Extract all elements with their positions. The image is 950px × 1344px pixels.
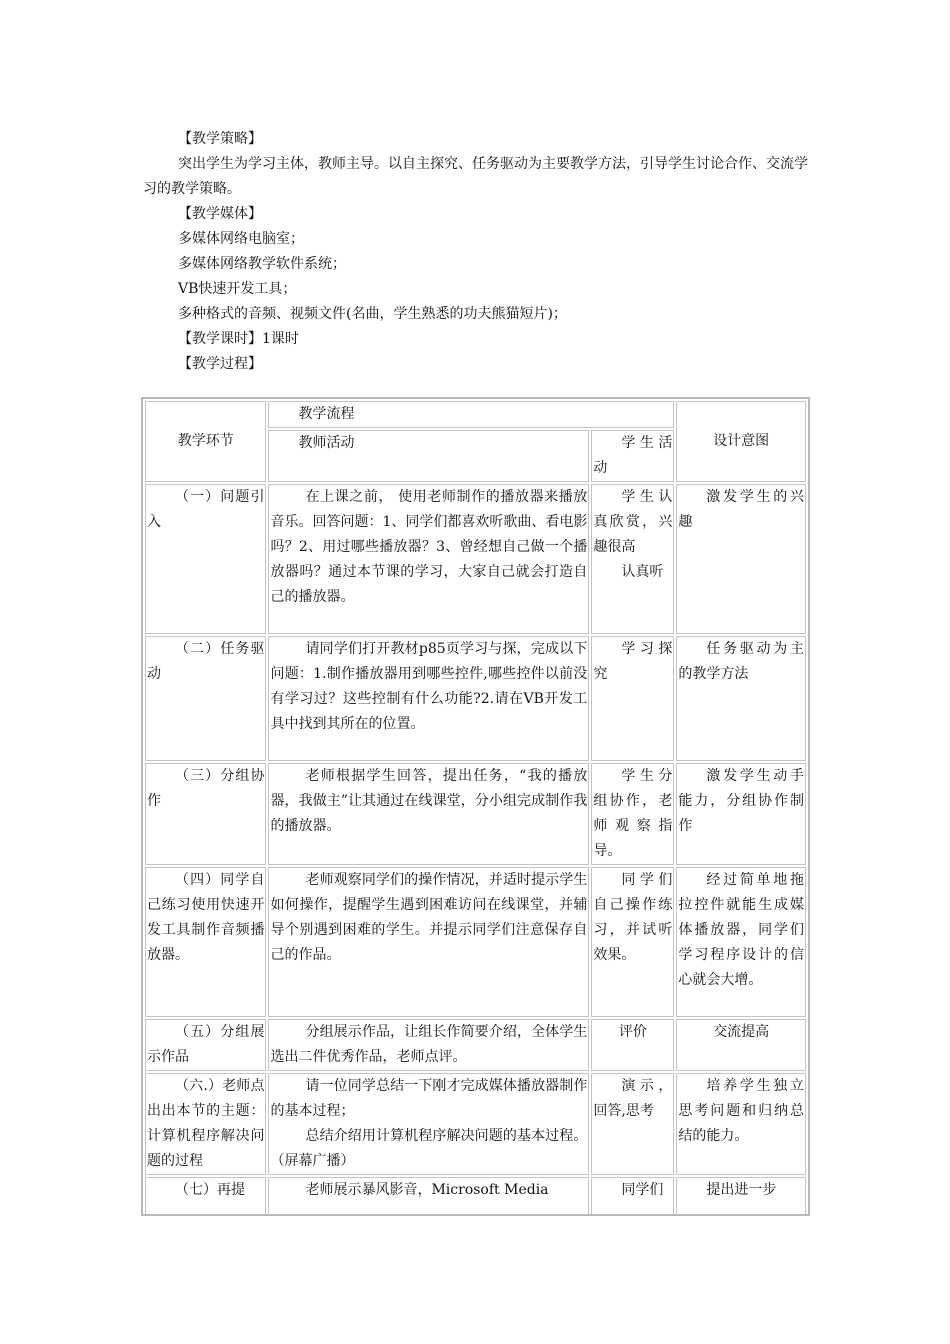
lesson-table: [143, 399, 808, 1216]
header-stage: 教学环节: [145, 401, 266, 482]
table-row: [145, 867, 806, 1017]
teacher-cell: [268, 1177, 589, 1216]
stage-cell: （一）问题引入: [145, 484, 266, 634]
teacher-cell: [268, 867, 589, 1017]
student-cell: [591, 1073, 674, 1175]
stage-cell: （二）任务驱动: [145, 636, 266, 761]
stage-cell: （六.）老师点出出本节的主题：计算机程序解决问题的过程: [145, 1073, 266, 1175]
student-cell: [591, 1177, 674, 1216]
teacher-text: 分组展示作品，让组长作简要介绍，全体学生选出二件优秀作品，老师点评。: [270, 1024, 588, 1065]
intent-cell: 任务驱动为主的教学方法: [676, 636, 806, 761]
student-cell: [591, 1019, 674, 1071]
student-cell: [591, 484, 674, 634]
teacher-text: 总结介绍用计算机程序解决问题的基本过程。（屏幕广播）: [270, 1128, 588, 1169]
table-row: [145, 1073, 806, 1175]
teacher-cell: [268, 636, 589, 761]
header-flow: 教学流程: [268, 401, 674, 428]
student-text: 认真听: [621, 564, 664, 580]
strategy-heading: 【教学策略】: [178, 131, 262, 147]
student-text: 演示，回答,思考: [593, 1078, 673, 1119]
header-teacher: 教师活动: [268, 430, 589, 482]
header-intent: 设计意图: [676, 401, 806, 482]
student-text: 学生认真欣赏，兴趣很高: [593, 489, 673, 555]
media-item: 多种格式的音频、视频文件(名曲，学生熟悉的功夫熊猫短片)；: [178, 306, 567, 322]
student-cell: [591, 636, 674, 761]
teacher-text: 请同学们打开教材p85页学习与探，完成以下问题：1.制作播放器用到哪些控件,哪些控件以前没有学习过？这些控制有什么功能?2.请在VB开发工具中找到其所在的位置。: [270, 641, 588, 732]
stage-cell: （三）分组协作: [145, 763, 266, 865]
teacher-text: 老师展示暴风影音，Microsoft Media: [305, 1182, 549, 1198]
process-heading: 【教学过程】: [178, 356, 262, 372]
teacher-cell: [268, 1073, 589, 1175]
table-row: [145, 763, 806, 865]
header-student: 学生活动: [591, 430, 674, 482]
table-row: [145, 636, 806, 761]
teacher-text: 老师观察同学们的操作情况，并适时提示学生如何操作，提醒学生遇到困难访问在线课堂，并辅导个别遇到困难的学生。并提示同学们注意保存自己的作品。: [270, 872, 588, 963]
intent-cell: 提出进一步: [676, 1177, 806, 1216]
teacher-cell: [268, 484, 589, 634]
lesson-table-frame: [141, 397, 810, 1216]
teacher-cell: [268, 763, 589, 865]
student-text: 学生分组协作，老师观察指导。: [593, 768, 673, 859]
intent-cell: 激发学生动手能力，分组协作制作: [676, 763, 806, 865]
table-row: [145, 1019, 806, 1071]
teacher-text: 老师根据学生回答，提出任务，“我的播放器，我做主”让其通过在线课堂，分小组完成制作我的播放器。: [270, 768, 588, 834]
media-item: VB快速开发工具；: [178, 281, 297, 297]
media-heading: 【教学媒体】: [178, 206, 262, 222]
stage-cell: （七）再提: [145, 1177, 266, 1216]
student-cell: [591, 763, 674, 865]
teacher-text: 在上课之前， 使用老师制作的播放器来播放音乐。回答问题：1、同学们都喜欢听歌曲、看电影吗？2、用过哪些播放器？3、曾经想自己做一个播放器吗？通过本节课的学习，大家自己就会打造自己的播放器。: [270, 489, 588, 605]
strategy-text: 突出学生为学习主体，教师主导。以自主探究、任务驱动为主要教学方法，引导学生讨论合作、交流学习的教学策略。: [143, 156, 808, 197]
hours-line: 【教学课时】1课时: [178, 331, 299, 347]
media-item: 多媒体网络教学软件系统；: [178, 256, 346, 272]
teacher-text: 请一位同学总结一下刚才完成媒体播放器制作的基本过程；: [270, 1078, 588, 1119]
media-item: 多媒体网络电脑室；: [178, 231, 304, 247]
student-text: 同学们: [621, 1182, 664, 1198]
intent-cell: 培养学生独立思考问题和归纳总结的能力。: [676, 1073, 806, 1175]
student-text: 学习探究: [593, 641, 673, 682]
student-cell: [591, 867, 674, 1017]
teacher-cell: [268, 1019, 589, 1071]
student-text: 同学们自己操作练习，并试听效果。: [593, 872, 673, 963]
intent-cell: 交流提高: [676, 1019, 806, 1071]
stage-cell: （四）同学自己练习使用快速开发工具制作音频播放器。: [145, 867, 266, 1017]
intent-cell: 经过简单地拖拉控件就能生成媒体播放器，同学们学习程序设计的信心就会大增。: [676, 867, 806, 1017]
student-text: 评价: [618, 1024, 647, 1040]
table-row: [145, 484, 806, 634]
stage-cell: （五）分组展示作品: [145, 1019, 266, 1071]
intent-cell: 激发学生的兴趣: [676, 484, 806, 634]
table-row: [145, 1177, 806, 1216]
